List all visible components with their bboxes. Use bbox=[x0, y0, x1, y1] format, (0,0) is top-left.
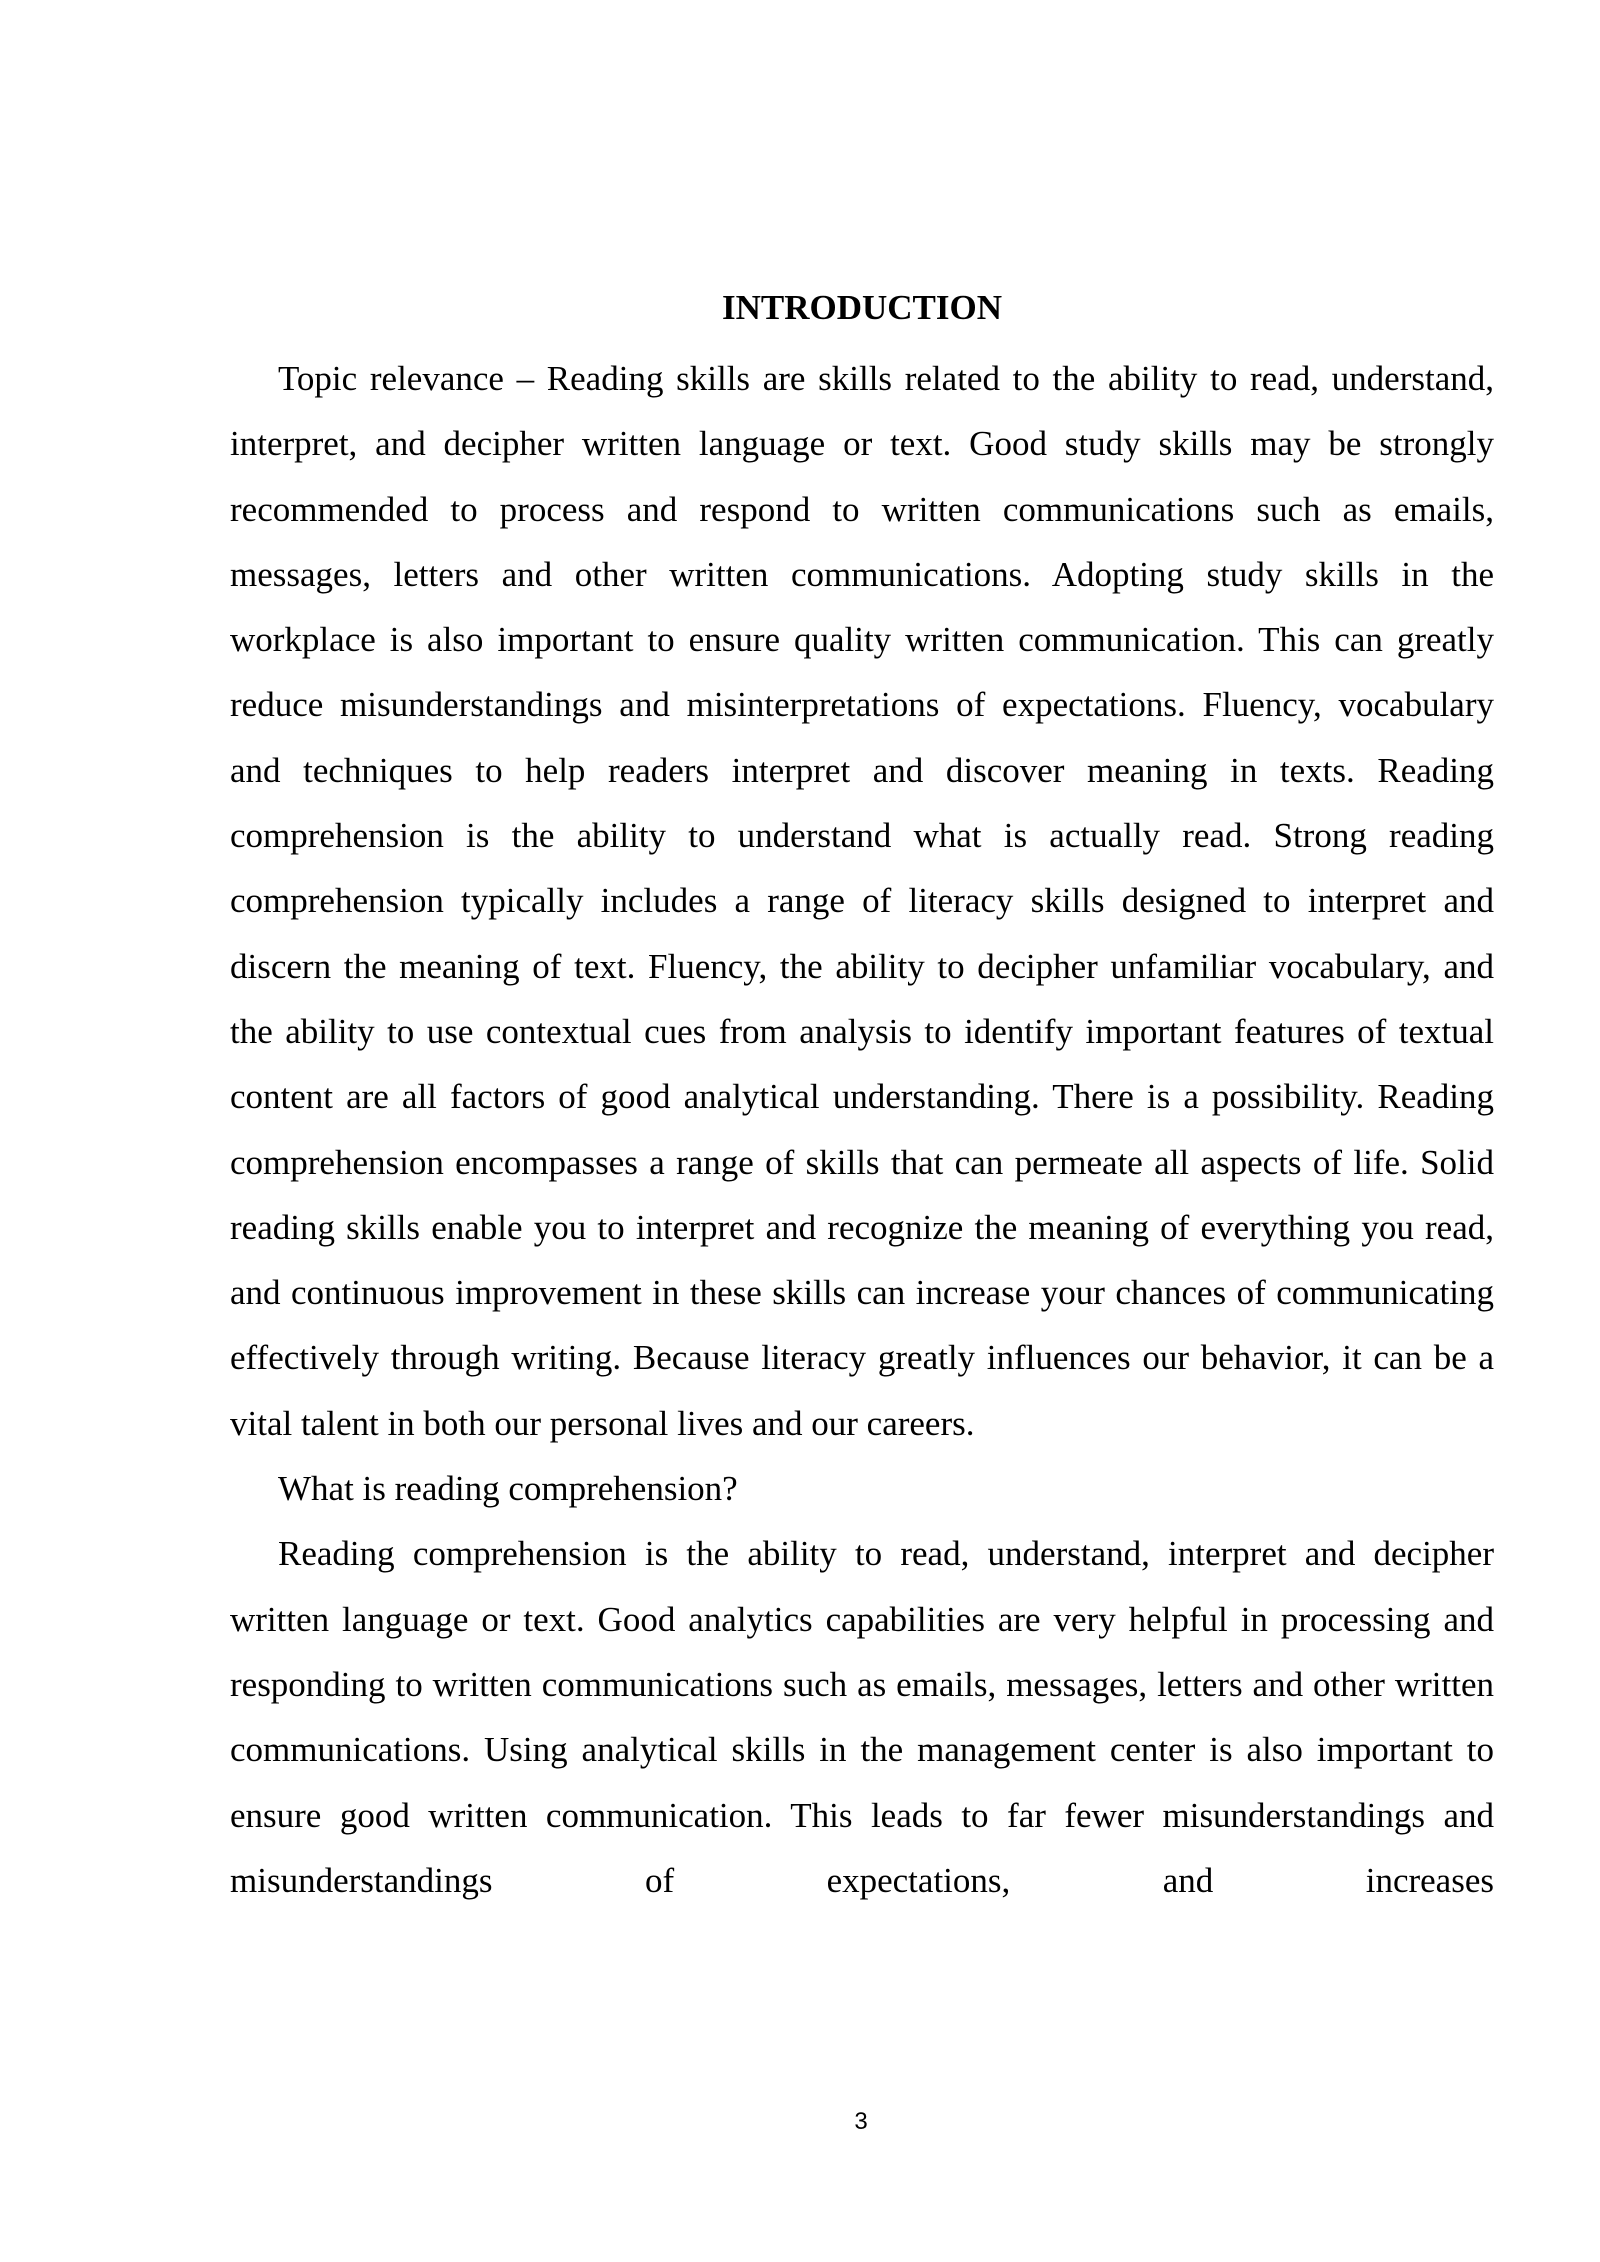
page-number: 3 bbox=[854, 2108, 868, 2135]
paragraph-reading-comprehension: Reading comprehension is the ability to read, understand, interpret and decipher written language or text. Good analytics capabilities are very helpful in processing and responding to written communications such as emails, messages, letters and other written communications. Using analytical skills in the management center is also important to ensure good written communication. This leads to far fewer misunderstandings and misunderstandings of expectations, and increases bbox=[230, 1534, 1494, 1900]
section-heading: INTRODUCTION bbox=[721, 288, 1003, 327]
page-content bbox=[230, 280, 1494, 1913]
paragraph-question: What is reading comprehension? bbox=[278, 1469, 738, 1509]
paragraph-topic-relevance: Topic relevance – Reading skills are skills related to the ability to read, understand, interpret, and decipher written language or text. Good study skills may be strongly recommended to process and respond to written communications such as emails, messages, letters and other written communications. Adopting study skills in the workplace is also important to ensure quality written communication. This can greatly reduce misunderstandings and misinterpretations of expectations. Fluency, vocabulary and techniques to help readers interpret and discover meaning in texts. Reading comprehension is the ability to understand what is actually read. Strong reading comprehension typically includes a range of literacy skills designed to interpret and discern the meaning of text. Fluency, the ability to decipher unfamiliar vocabulary, and the ability to use contextual cues from analysis to identify important features of textual content are all factors of good analytical understanding. There is a possibility. Reading comprehension encompasses a range of skills that can permeate all aspects of life. Solid reading skills enable you to interpret and recognize the meaning of everything you read, and continuous improvement in these skills can increase your chances of communicating effectively through writing. Because literacy greatly influences our behavior, it can be a vital talent in both our personal lives and our careers. bbox=[230, 359, 1494, 1443]
